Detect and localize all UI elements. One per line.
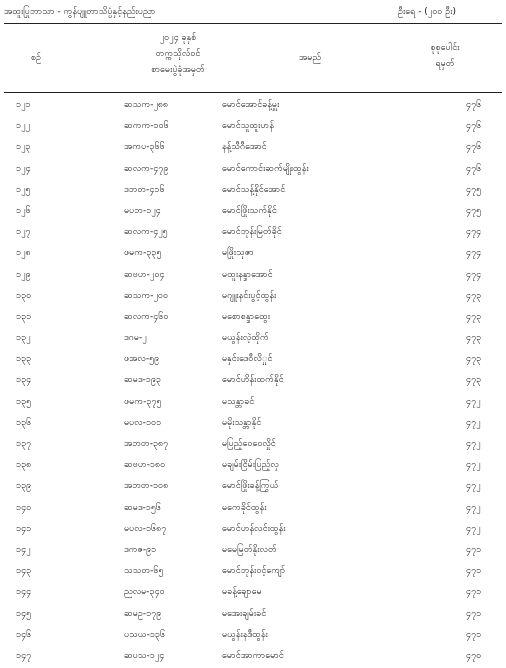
row-number: ၁၂၁ (16, 100, 31, 110)
total-mark: ၄၇၆ (466, 100, 482, 110)
row-number: ၁၄၃ (16, 566, 32, 577)
row-number: ၁၂၂ (16, 121, 30, 132)
roll-number: အဘတ-၁၀၈ (124, 481, 169, 492)
student-name: မောင်ဟန်လင်းထွန်း (222, 523, 286, 534)
table-row (0, 499, 506, 520)
student-name: မသန္တာခင် (222, 396, 255, 407)
total-mark: ၄၇၂ (466, 417, 481, 428)
total-mark: ၄၇၄ (466, 227, 482, 238)
total-mark: ၄၇၆ (466, 142, 482, 153)
student-name: မနှင်းဒေဝီလိှုင် (222, 354, 273, 365)
table-row (0, 605, 506, 626)
table-row (0, 329, 506, 350)
total-mark: ၄၇၄ (466, 248, 482, 259)
table-row (0, 583, 506, 604)
table-row (0, 435, 506, 456)
row-number: ၁၃၁ (16, 311, 32, 322)
row-number: ၁၄၁ (16, 523, 32, 534)
table-row (0, 308, 506, 329)
roll-number: ဖမက-၃၇၅ (124, 396, 162, 407)
row-number: ၁၃၇ (16, 439, 32, 449)
total-mark: ၄၇၂ (466, 523, 481, 534)
row-number: ၁၄၆ (16, 629, 32, 640)
table-row (0, 350, 506, 371)
student-name: မောင်ဘုန်းမြတ်ခိုင် (222, 227, 282, 238)
student-name: မောင်အောင်ခန့်မှူး (222, 100, 280, 110)
row-number: ၁၂၉ (16, 269, 31, 280)
column-header-roll-line2: တက္ကသိုလ်ဝင် (155, 49, 201, 59)
roll-number: ဆမဥ-၁၇၉ (124, 608, 162, 619)
total-mark: ၄၇၁ (466, 608, 482, 619)
student-name: မောင်ဖြိုးခန့်ကြွယ် (222, 481, 279, 492)
roll-number: မပလ-၁၀၁ (124, 417, 162, 428)
total-mark: ၄၇၂ (466, 460, 481, 471)
total-mark: ၄၇၀ (466, 650, 482, 661)
table-row (0, 223, 506, 244)
table-row (0, 181, 506, 202)
row-number: ၁၃၃ (16, 354, 32, 365)
total-mark: ၄၇၆ (466, 163, 482, 174)
column-header-total-line2: ရမှတ် (435, 59, 455, 69)
row-number: ၁၄၅ (16, 608, 32, 619)
roll-number: ဆကက-၁၀၆ (124, 121, 169, 132)
column-header-total (400, 40, 490, 72)
roll-number: ညလမ-၃၄၀ (124, 587, 165, 598)
student-name: မထူးနန္ဒာအောင် (222, 269, 273, 280)
row-number: ၁၄၄ (16, 587, 32, 598)
table-row (0, 626, 506, 647)
document-title: အထူးပြုဘာသာ - ကွန်ပျူတာသိပ္ပံနှင့်နည်းပညာ (4, 7, 156, 17)
row-number: ၁၃၉ (16, 481, 32, 492)
roll-number: မပလ-၁၆၈၇ (124, 523, 167, 534)
total-mark: ၄၇၁ (466, 544, 482, 555)
table-row (0, 287, 506, 308)
row-number: ၁၄၂ (16, 544, 31, 555)
column-header-no: စဉ် (30, 53, 42, 63)
roll-number: ဆလက-၄၇၉ (124, 163, 169, 174)
row-number: ၁၂၅ (16, 184, 31, 195)
student-name: မအေးချမ်းခင် (222, 608, 267, 619)
table-row (0, 520, 506, 541)
row-number: ၁၃၅ (16, 396, 32, 407)
student-name: မောင်ဘုန်းဝင့်ကျော် (222, 566, 286, 577)
roll-number: ဖမက-၃၃၅ (124, 248, 162, 259)
student-name: မဖြိုးသုဇာ (222, 248, 254, 259)
total-mark: ၄၇၅ (466, 205, 482, 216)
row-number: ၁၂၆ (16, 205, 31, 216)
student-name: မောင်ကောင်းဆက်မျိုးထွန်း (222, 163, 309, 174)
total-mark: ၄၇၃ (466, 354, 482, 365)
student-name: မမေမြတ်နိုးလတ် (222, 544, 277, 555)
row-number: ၁၃၂ (16, 333, 31, 344)
student-name: နန့်သီဂီအောင် (222, 142, 267, 153)
total-mark: ၄၇၃ (466, 375, 482, 386)
table-row (0, 541, 506, 562)
total-mark: ၄၇၄ (466, 269, 482, 280)
table-row (0, 160, 506, 181)
student-name: မချမ်းငြိမ်းပြည့်လှ (222, 460, 279, 471)
total-mark: ၄၇၃ (466, 311, 482, 322)
student-name: မောင်အာကာမောင် (222, 650, 284, 661)
roll-number: ဒဘတ-၄၁၆ (124, 184, 165, 195)
roll-number: ဒဂမ-၂ (124, 333, 147, 344)
total-mark: ၄၇၂ (466, 502, 481, 513)
total-mark: ၄၇၁ (466, 566, 482, 577)
total-count: ဦးရေ - (၂၀၀ ဦး) (398, 7, 457, 17)
total-mark: ၄၇၁ (466, 629, 482, 640)
table-row (0, 138, 506, 159)
table-row (0, 266, 506, 287)
row-number: ၁၃၆ (16, 417, 32, 428)
row-number: ၁၂၄ (16, 163, 31, 174)
row-number: ၁၂၈ (16, 248, 31, 259)
roll-number: ဆလက-၄၂၅ (124, 227, 168, 238)
column-header-roll-line3: စာမေးပွဲခုံအမှတ် (151, 65, 205, 75)
header-rule-bottom (4, 92, 502, 93)
roll-number: သသတ-၆၅ (124, 566, 164, 577)
student-name: မခန့်ချောမေ (222, 587, 262, 598)
total-mark: ၄၇၅ (466, 184, 482, 195)
row-number: ၁၃၄ (16, 375, 32, 386)
student-name: မောင်ဟိန်းထက်နိုင် (222, 375, 284, 386)
total-mark: ၄၇၃ (466, 290, 482, 301)
table-row (0, 393, 506, 414)
roll-number: ဆလက-၄၆၀ (124, 311, 169, 322)
total-mark: ၄၇၃ (466, 333, 482, 344)
student-name: မကေခိုင်ထွန်း (222, 502, 267, 513)
table-row (0, 371, 506, 392)
row-number: ၁၂၃ (16, 142, 31, 153)
roll-number: ဆဗဟ-၂၀၄ (124, 269, 165, 280)
row-number: ၁၃၀ (16, 290, 32, 301)
roll-number: ဆမဒ-၁၉၃ (124, 375, 161, 386)
student-name: မယွန်းလဲ့ထိုက် (222, 333, 269, 344)
table-row (0, 477, 506, 498)
table-row (0, 244, 506, 265)
table-row (0, 202, 506, 223)
roll-number: ဆသက-၂၀၀ (124, 290, 169, 301)
student-name: မောင်သန့်နိုင်အောင် (222, 184, 286, 195)
student-name: မပြည့်ဝေဝေလှိုင် (222, 439, 276, 449)
row-number: ၁၃၈ (16, 460, 32, 471)
table-row (0, 96, 506, 117)
header-rule-top (4, 23, 502, 24)
student-name: မောင်ဖြိုးသက်နိုင် (222, 205, 277, 216)
student-name: မောင်သူထူးဟန် (222, 121, 274, 132)
column-header-total-line1: စုစုပေါင်း (430, 43, 460, 53)
column-header-roll-line1: ၂၀၂၄ ခုနှစ် (159, 33, 197, 43)
roll-number: ဆပသ-၁၂၄ (124, 650, 165, 661)
table-row (0, 456, 506, 477)
roll-number: အဘတ-၃၈၇ (124, 439, 169, 449)
total-mark: ၄၇၁ (466, 587, 482, 598)
roll-number: ဆမဒ-၁၅၆ (124, 502, 161, 513)
row-number: ၁၂၇ (16, 227, 31, 238)
total-mark: ၄၇၂ (466, 396, 481, 407)
table-row (0, 562, 506, 583)
student-name: မစောစန္ဒာထွေး (222, 311, 271, 322)
column-header-name: အမည် (298, 53, 322, 63)
total-mark: ၄၇၆ (466, 121, 482, 132)
row-number: ၁၄၀ (16, 502, 32, 513)
roll-number: ဆသက-၂၈၈ (124, 100, 169, 110)
roll-number: ဆဗဟ-၁၈၀ (124, 460, 166, 471)
table-row (0, 647, 506, 668)
roll-number: အကပ-၃၆၆ (124, 142, 165, 153)
results-table-body (0, 96, 506, 668)
roll-number: ဖအလ-၅၉ (124, 354, 160, 365)
roll-number: မပဘ-၁၂၄ (124, 205, 161, 216)
student-name: မမိုးသန္တာနိုင် (222, 417, 262, 428)
row-number: ၁၄၇ (16, 650, 32, 661)
roll-number: ဒကဇ-၉၁ (124, 544, 157, 555)
column-header-roll (108, 30, 248, 78)
total-mark: ၄၇၂ (466, 439, 481, 449)
table-row (0, 117, 506, 138)
table-row (0, 414, 506, 435)
student-name: မယွန်းနဒီထွန်း (222, 629, 268, 640)
roll-number: ပသယ-၁၃၆ (124, 629, 166, 640)
total-mark: ၄၇၂ (466, 481, 481, 492)
student-name: မဂျူးနင်းပွင့်ထွန်း (222, 290, 277, 301)
